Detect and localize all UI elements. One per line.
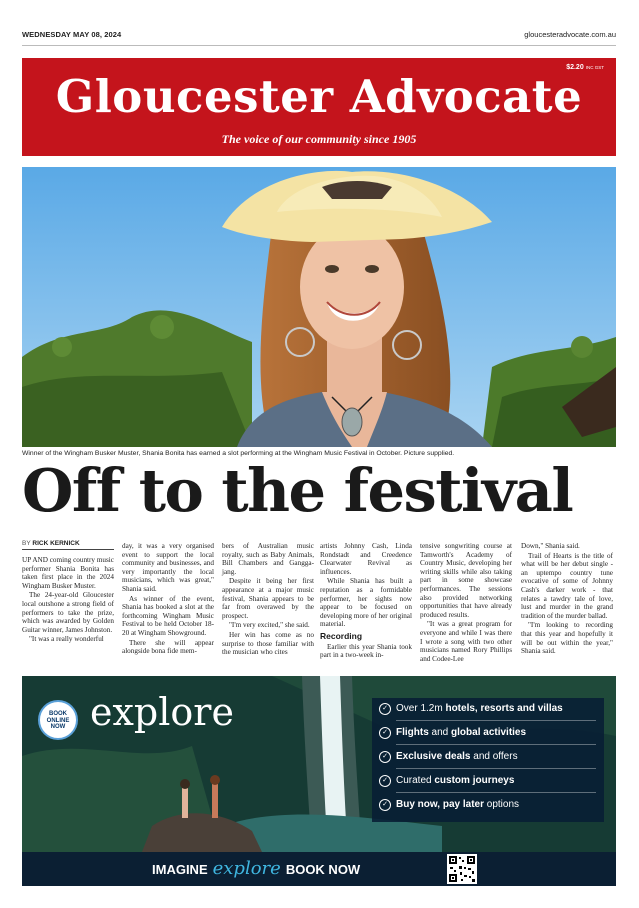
offer-divider <box>396 744 596 745</box>
website-url[interactable]: gloucesteradvocate.com.au <box>524 30 616 39</box>
explore-advertisement[interactable] <box>22 676 616 886</box>
article-headline: Off to the festival <box>22 456 573 525</box>
paragraph: Earlier this year Shania took part in a two-week in- <box>320 642 412 660</box>
offer-divider <box>396 720 596 721</box>
article-column-5 <box>420 542 512 664</box>
newspaper-tagline: The voice of our community since 1905 <box>221 132 417 146</box>
masthead <box>22 58 616 156</box>
cover-photo-illustration <box>22 167 616 447</box>
check-circle-icon: ✓ <box>379 703 391 715</box>
paragraph: day, it was a very organised event to support the local community and businesses, and very importantly the local musicians, which was great," Shania said. <box>122 542 214 593</box>
book-online-badge[interactable]: BOOK ONLINE NOW <box>38 700 78 740</box>
byline-prefix: BY <box>22 540 31 547</box>
paragraph: artists Johnny Cash, Linda Rondstadt and Creedence Clearwater Revival as influences. <box>320 542 412 576</box>
offer-item[interactable]: ✓ Buy now, pay later options <box>372 794 604 817</box>
article-column-2 <box>122 542 214 657</box>
issue-date: WEDNESDAY MAY 08, 2024 <box>22 30 122 39</box>
offer-item[interactable]: ✓ Flights and global activities <box>372 722 604 745</box>
offer-item[interactable]: ✓ Curated custom journeys <box>372 770 604 793</box>
paragraph: The 24-year-old Gloucester local outshone a strong field of performers to take the prize, which was awarded by Golden Guitar winner, James Johnston. <box>22 591 114 634</box>
paragraph: bers of Australian music royalty, such as Baby Animals, Bill Chambers and Gangga-jang. <box>222 542 314 576</box>
qr-code-icon[interactable] <box>447 854 477 884</box>
article-column-1 <box>22 556 114 645</box>
byline <box>22 540 114 550</box>
price-note: INC GST <box>585 65 604 70</box>
check-circle-icon: ✓ <box>379 727 391 739</box>
byline-author: RICK KERNICK <box>32 540 80 547</box>
paragraph: Despite it being her first appearance at a major music festival, Shania appears to be far from overawed by the prospect. <box>222 577 314 620</box>
ad-slogan[interactable]: IMAGINE explore BOOK NOW <box>152 858 361 879</box>
offers-panel <box>372 698 604 822</box>
newspaper-title: Gloucester Advocate <box>55 70 583 123</box>
ad-footer-bar <box>22 852 616 886</box>
paragraph: Her win has come as no surprise to those familiar with the musician who cites <box>222 630 314 657</box>
explore-logo: explore <box>90 690 234 734</box>
check-circle-icon: ✓ <box>379 751 391 763</box>
paragraph: "It was a really wonderful <box>29 635 104 644</box>
paragraph: tensive songwriting course at Tamworth's Academy of Country Music, developing her writing skills while also taking part in some showcase performances. The sessions also provided networking opportunities that have already produced results. <box>420 542 512 619</box>
offer-divider <box>396 768 596 769</box>
paragraph: "I'm looking to recording that this year and hopefully it will be out within the year," Shania said. <box>521 621 613 656</box>
article-column-6 <box>521 542 613 657</box>
paragraph: UP AND coming country music performer Shania Bonita has taken first place in the 2024 Wingham Busker Muster. <box>22 556 114 590</box>
paragraph: Trail of Hearts is the title of what will be her debut single - an uptempo country tune evocative of some of Johnny Cash's darker work - that relates a tawdry tale of love, lust and murder in the grand tradition of the murder ballad. <box>521 551 613 620</box>
subheading: Recording <box>320 630 363 641</box>
paragraph: While Shania has built a reputation as a formidable performer, her sights now appear to be focused on developing more of her original material. <box>320 577 412 629</box>
check-circle-icon: ✓ <box>379 775 391 787</box>
top-divider <box>22 45 616 46</box>
paragraph: As winner of the event, Shania has booked a slot at the forthcoming Wingham Music Festival to be held October 18-20 at Wingham Showground. <box>122 594 214 637</box>
offer-divider <box>396 792 596 793</box>
article-column-4 <box>320 542 412 661</box>
check-circle-icon: ✓ <box>379 799 391 811</box>
top-bar <box>22 30 616 42</box>
paragraph: "It was a great program for everyone and while I was there I wrote a song with two other musicians named Rory Phillips and Codee-Lee <box>420 620 512 663</box>
paragraph: There she will appear alongside bona fide mem- <box>122 638 214 656</box>
paragraph: "I'm very excited," she said. <box>229 621 310 630</box>
article-column-3 <box>222 542 314 658</box>
qr-code-pattern <box>447 854 477 884</box>
offer-item[interactable]: ✓ Exclusive deals and offers <box>372 746 604 769</box>
photo-caption: Winner of the Wingham Busker Muster, Shania Bonita has earned a slot performing at the Wingham Music Festival in October. Picture supplied. <box>22 450 455 457</box>
paragraph: Down," Shania said. <box>521 542 580 550</box>
cover-price: $2.20 INC GST <box>566 64 604 71</box>
offer-item[interactable]: ✓ Over 1.2m hotels, resorts and villas <box>372 698 604 721</box>
cover-photo <box>22 167 616 447</box>
